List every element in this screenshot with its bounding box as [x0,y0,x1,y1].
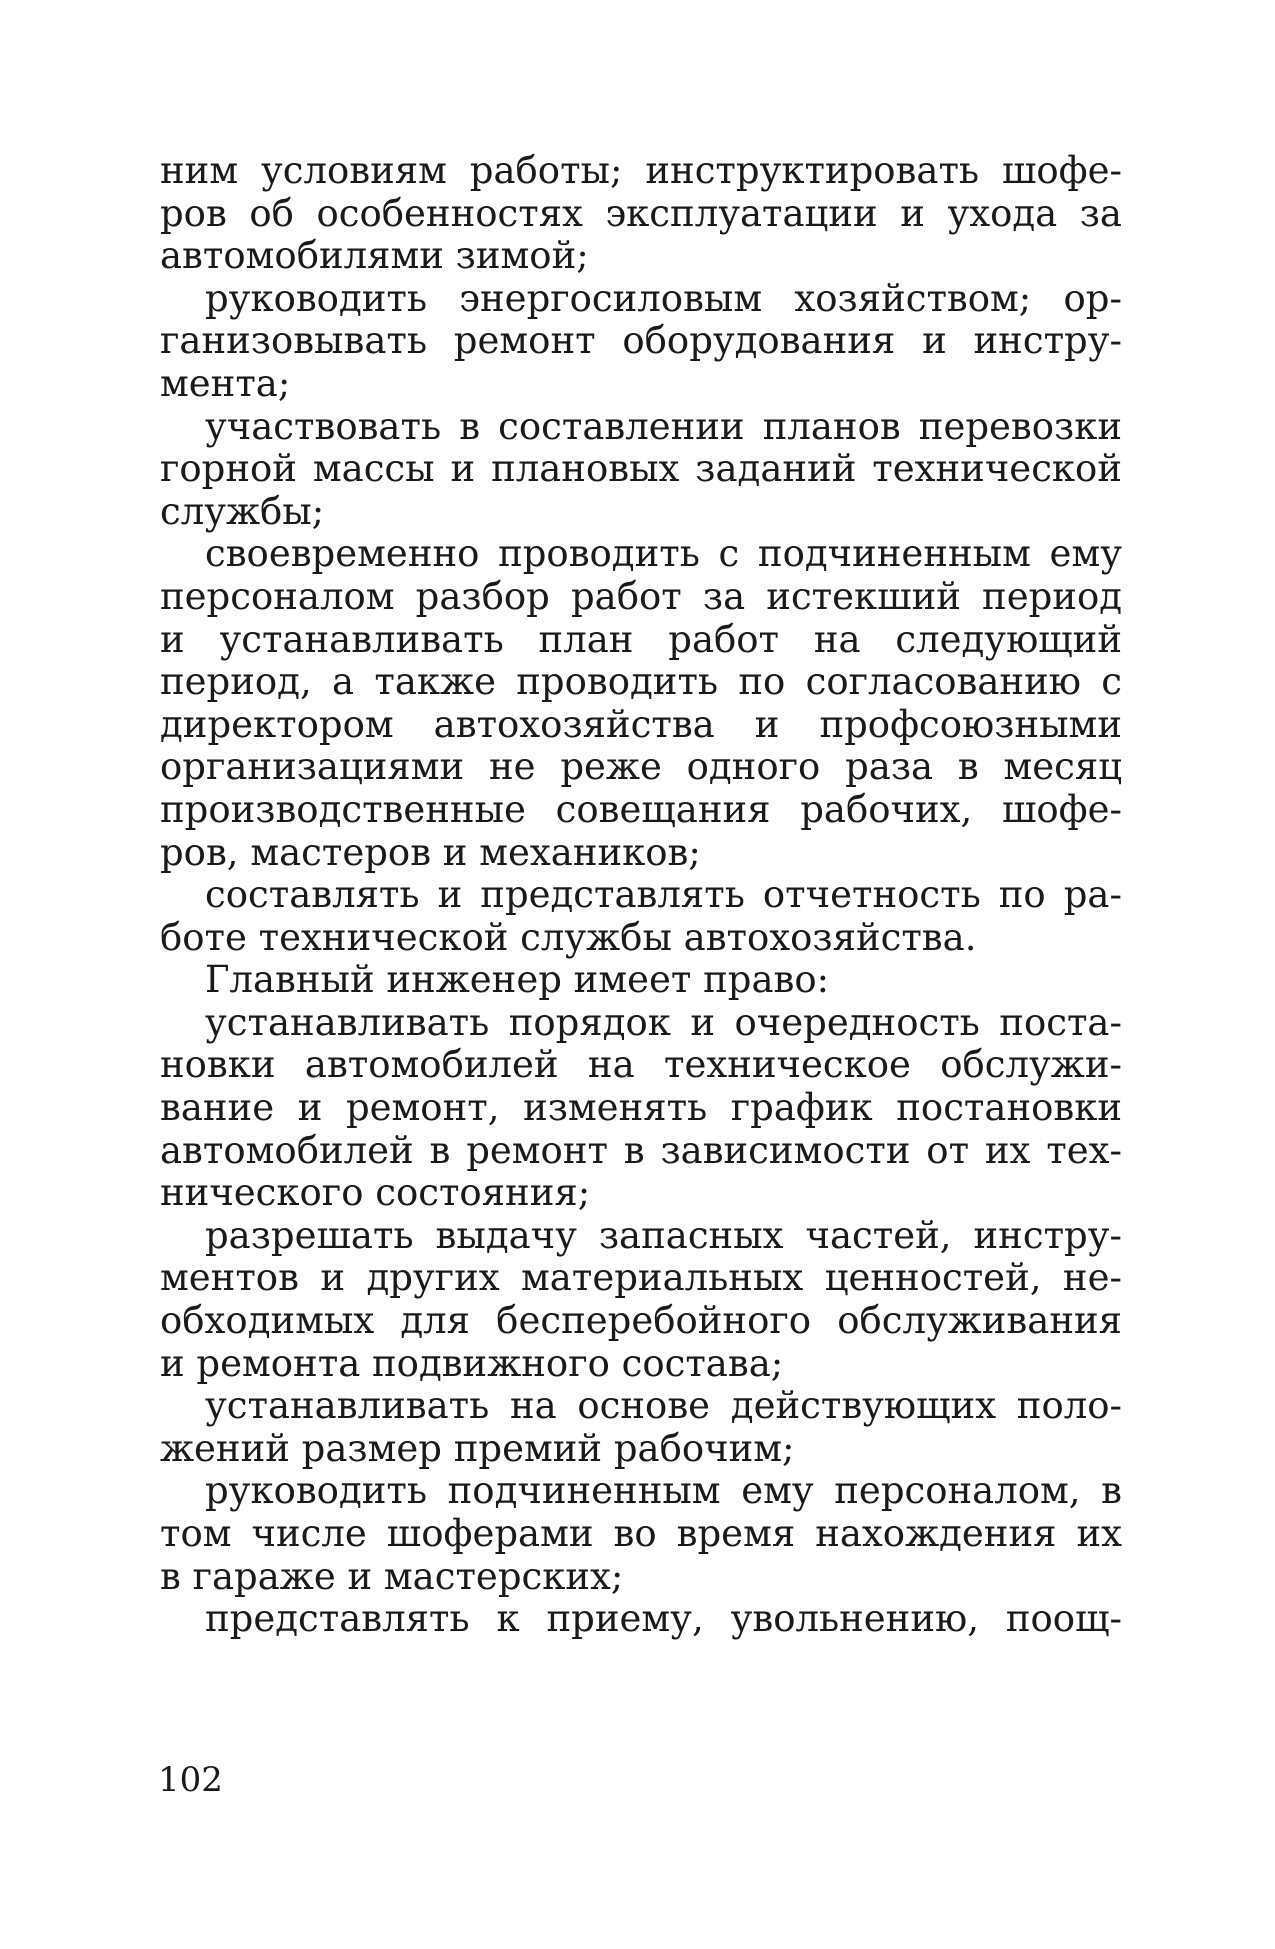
body-text [160,150,1122,1641]
text-line: ментов и других материальных ценностей, не- [160,1256,1122,1300]
text-line: боте технической службы автохозяйства. [160,915,977,959]
text-line: участвовать в составлении планов перевозки [205,404,1122,448]
text-line: и ремонта подвижного состава; [160,1341,784,1385]
text-line: устанавливать порядок и очередность поста- [205,1000,1122,1044]
text-line: составлять и представлять отчетность по ра- [205,873,1122,917]
text-line: мента; [160,361,291,405]
text-line: жений размер премий рабочим; [160,1426,795,1470]
text-line: ров, мастеров и механиков; [160,830,701,874]
text-line: автомобилей в ремонт в зависимости от их тех- [160,1128,1122,1172]
text-line: директором автохозяйства и профсоюзными [160,702,1122,746]
text-line: производственные совещания рабочих, шофе- [160,787,1122,831]
text-line: ганизовывать ремонт оборудования и инстру- [160,319,1122,363]
text-line: персоналом разбор работ за истекший период [160,574,1122,618]
page-number: 102 [158,1760,223,1800]
text-line: горной массы и плановых заданий технической [160,447,1122,491]
text-line: представлять к приему, увольнению, поощ- [205,1597,1122,1641]
text-line: том числе шоферами во время нахождения их [160,1512,1122,1555]
text-line: новки автомобилей на техническое обслужи- [160,1043,1122,1087]
text-line: разрешать выдачу запасных частей, инстру- [205,1213,1122,1257]
text-line: период, а также проводить по согласованию с [160,660,1122,704]
text-line: обходимых для бесперебойного обслуживания [160,1299,1122,1343]
section-heading: Главный инженер имеет право: [205,958,830,1002]
text-line: своевременно проводить с подчиненным ему [205,532,1122,576]
text-line: службы; [160,489,325,533]
text-line: и устанавливать план работ на следующий [160,617,1122,661]
text-line: ним условиям работы; инструктировать шофе- [160,149,1122,192]
text-line: нического состояния; [160,1171,591,1215]
text-line: ров об особенностях эксплуатации и ухода за [160,191,1122,235]
text-line: организациями не реже одного раза в месяц [160,745,1122,789]
text-line: в гараже и мастерских; [160,1554,624,1598]
text-line: вание и ремонт, изменять график постановки [160,1086,1122,1130]
text-line: автомобилями зимой; [160,234,589,278]
text-line: руководить подчиненным ему персоналом, в [205,1469,1122,1513]
text-line: устанавливать на основе действующих поло- [205,1384,1122,1428]
text-line: руководить энергосиловым хозяйством; ор- [205,276,1122,320]
